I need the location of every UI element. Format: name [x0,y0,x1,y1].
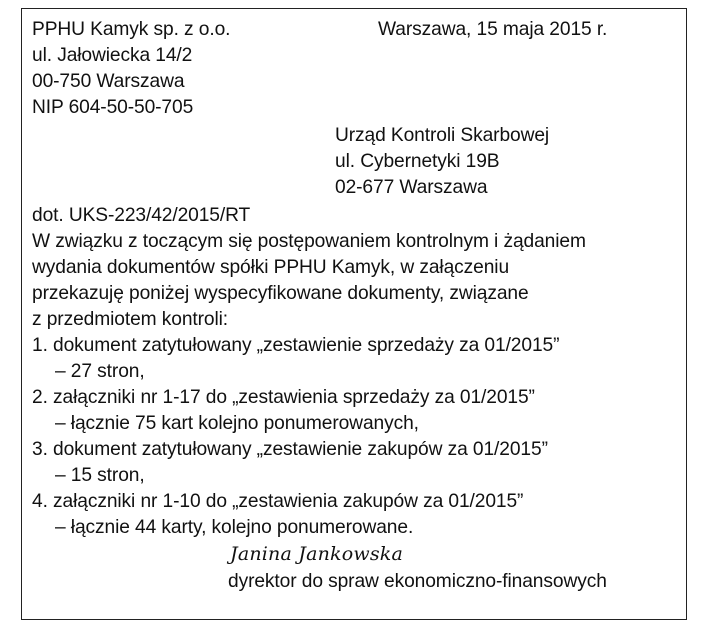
body-line: wydania dokumentów spółki PPHU Kamyk, w załączeniu [32,257,510,278]
sender-nip: NIP 604-50-50-705 [32,97,194,118]
list-item-main: 1. dokument zatytułowany „zestawienie sprzedaży za 01/2015” [32,335,560,356]
recipient-street: ul. Cybernetyki 19B [335,151,500,172]
list-item-detail: – 27 stron, [55,361,145,382]
list-item-main: 3. dokument zatytułowany „zestawienie zakupów za 01/2015” [32,439,548,460]
recipient-city: 02-677 Warszawa [335,177,488,198]
recipient-name: Urząd Kontroli Skarbowej [335,125,550,146]
body-line: W związku z toczącym się postępowaniem kontrolnym i żądaniem [32,231,586,252]
sender-city: 00-750 Warszawa [32,71,185,92]
place-date: Warszawa, 15 maja 2015 r. [378,19,608,40]
signature-name: Janina Jankowska [230,543,404,565]
list-item-detail: – 15 stron, [55,465,145,486]
body-line: z przedmiotem kontroli: [32,309,229,330]
list-item-detail: – łącznie 75 kart kolejno ponumerowanych, [55,413,419,434]
list-item-main: 2. załączniki nr 1-17 do „zestawienia sprzedaży za 01/2015” [32,387,535,408]
document-frame [21,8,687,620]
list-item-main: 4. załączniki nr 1-10 do „zestawienia zakupów za 01/2015” [32,491,524,512]
body-line: przekazuję poniżej wyspecyfikowane dokumenty, związane [32,283,529,304]
sender-street: ul. Jałowiecka 14/2 [32,45,193,66]
signature-title: dyrektor do spraw ekonomiczno-finansowych [228,571,607,592]
list-item-detail: – łącznie 44 karty, kolejno ponumerowane. [55,517,414,538]
reference-number: dot. UKS-223/42/2015/RT [32,205,251,226]
sender-company: PPHU Kamyk sp. z o.o. [32,19,231,40]
